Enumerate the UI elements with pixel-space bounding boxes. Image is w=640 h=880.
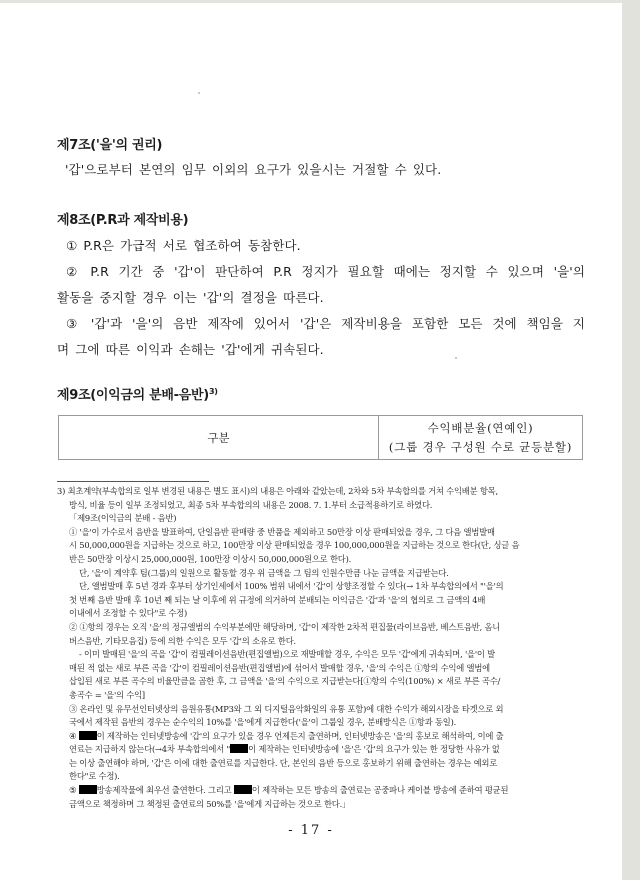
footnote-line: 이내에서 조정할 수 있다"로 수정) — [69, 608, 187, 619]
footnote-line: 한다"로 수정). — [69, 771, 120, 782]
footnote-text: ⑤ — [69, 785, 79, 796]
footnote-line: 국에서 제작된 음반의 경우는 순수익의 10%를 '을'에게 지급한다('을'이 그룹일 경우, 분배방식은 ①항과 동일). — [69, 717, 457, 728]
footnote-line: 매된 적 없는 새로 부른 곡을 '갑'이 컴필레이션음반(편집앨범)에 섞어서 발매할 경우, '을'의 수익은 ①항의 수익에 앨범에 — [69, 662, 490, 673]
page-number: - 17 - — [288, 823, 334, 838]
footnote-line: 단, '을'이 계약후 팀(그룹)의 일원으로 활동할 경우 위 금액을 그 팀의 인원수만큼 나눈 금액을 지급받는다. — [79, 567, 449, 578]
footnote-line — [57, 485, 587, 499]
article-7-line-1: '갑'으로부터 본연의 임무 이외의 요구가 있을시는 거절할 수 있다. — [65, 162, 442, 177]
footnote-text: 연료는 지급하지 않는다(→4차 부속합의에서 " — [69, 744, 231, 755]
footnote-line: 는 이상 출연해야 하며, '갑'은 이에 대한 출연료를 지급한다. 단, 본인의 음반 등으로 홍보하기 위해 출연하는 경우는 예외로 — [69, 757, 498, 768]
footnote-number: 3) — [57, 486, 66, 496]
article-7-heading: 제7조('을'의 권리) — [57, 138, 163, 153]
scan-speck — [198, 92, 200, 94]
table-header-share-rate — [379, 416, 582, 459]
article-9-heading — [57, 384, 218, 403]
article-9-heading-text: 제9조(이익금의 분배-음반) — [57, 388, 209, 403]
footnote-text: 이 제작하는 모든 방송의 출연료는 공중파나 케이블 방송에 준하여 평균된 — [251, 785, 509, 796]
footnote-line — [57, 743, 587, 757]
scan-right-edge — [622, 0, 640, 880]
footnote-text: 이 제작하는 인터넷방송에 '갑'의 요구가 있을 경우 언제든지 출연하며, 인터넷방송은 '을'의 홍보로 해석하여, 이에 출 — [96, 730, 504, 741]
table-header-category: 구분 — [59, 416, 379, 459]
footnote-text: 최초계약(부속합의로 일부 변경된 내용은 별도 표시)의 내용은 아래와 같았는데, 2차와 5차 부속합의를 거쳐 수익배분 항목, — [67, 486, 498, 496]
article-8-clause-3: ③ '갑'과 '을'의 음반 제작에 있어서 '갑'은 제작비용을 포함한 모든 것에 책임을 지 — [66, 316, 585, 331]
article-8-clause-2-cont: 활동을 중지할 경우 이는 '갑'의 결정을 따른다. — [57, 290, 324, 305]
footnote-line: 단, 앨범발매 후 5년 경과 후부터 상기인세에서 100% 범위 내에서 '갑'이 상향조정할 수 있다(→ 1차 부속합의에서 "'을'의 — [79, 581, 504, 592]
redaction-box — [230, 744, 248, 753]
footnote-text: 방송제작물에 최우선 출연한다. 그리고 — [96, 785, 234, 796]
article-8-clause-1: ① P.R은 가급적 서로 협조하여 동참한다. — [66, 238, 301, 253]
redaction-box — [79, 731, 97, 740]
footnote-line: 금액으로 책정하며 그 책정된 출연료의 50%를 '을'에게 지급하는 것으로 한다.」 — [69, 798, 351, 809]
footnote-line: 첫 번째 음반 발매 후 10년 째 되는 날 이후에 위 규정에 의거하여 분배되는 이익금은 '갑'과 '을'의 협의로 그 금액의 4배 — [69, 594, 486, 605]
footnote-line: 총곡수 = '을'의 수익] — [69, 689, 145, 700]
redaction-box — [234, 785, 252, 794]
footnote-line: ① '을'이 가수로서 음반을 발표하여, 단일음반 판매량 중 반품을 제외하고 50만장 이상 판매되었을 경우, 그 다음 앨범발매 — [69, 526, 495, 537]
scan-speck — [455, 357, 457, 359]
footnote-3 — [57, 485, 587, 811]
profit-share-table — [58, 415, 583, 460]
footnote-line: 삽입된 새로 부른 곡수의 비율만큼을 곱한 후, 그 금액을 '을'의 수익으로 지급받는다[①항의 수익(100%) × 새로 부른 곡수/ — [69, 676, 501, 687]
footnote-divider — [57, 481, 209, 482]
article-8-clause-2: ② P.R 기간 중 '갑'이 판단하여 P.R 정지가 필요할 때에는 정지할 수 있으며 '을'의 — [66, 264, 585, 279]
footnote-line: 「제9조(이익금의 분배 - 음반) — [69, 513, 177, 524]
footnote-line: ③ 온라인 및 유무선인터넷상의 음원유통(MP3와 그 외 디지털음악화일의 유통 포함)에 대한 수익가 해외시장을 타겟으로 외 — [69, 703, 504, 714]
footnote-line: ② ①항의 경우는 오직 '을'의 정규앨범의 수익부분에만 해당하며, '갑'이 제작한 2차적 편집물(라이브음반, 베스트음반, 옴니 — [69, 621, 501, 632]
footnote-line: 버스음반, 기타모음집) 등에 의한 수익은 모두 '갑'의 소유로 한다. — [69, 635, 296, 646]
footnote-line — [57, 784, 587, 798]
footnote-line: 방식, 비율 등이 일부 조정되었고, 최종 5차 부속합의의 내용은 2008. 7. 1.부터 소급적용하기로 하였다. — [69, 499, 433, 510]
footnote-text: ④ — [69, 730, 79, 741]
article-8-clause-3-cont: 며 그에 따른 이익과 손해는 '갑'에게 귀속된다. — [57, 342, 324, 357]
table-header-share-rate-line1: 수익배분율(연예인) — [427, 420, 534, 435]
footnote-line — [57, 730, 587, 744]
footnote-line: 시 50,000,000원을 지급하는 것으로 하고, 100만장 이상 판매되었을 경우 100,000,000원을 지급하는 것으로 한다(단, 싱글 음 — [69, 540, 520, 551]
footnote-ref-3[interactable]: 3) — [208, 387, 218, 396]
article-8-heading: 제8조(P.R과 제작비용) — [57, 213, 189, 228]
redaction-box — [79, 785, 97, 794]
footnote-text: 이 제작하는 인터넷방송에 '을'은 '갑'의 요구가 있는 한 정당한 사유가 없 — [248, 744, 500, 755]
footnote-line: 반은 50만장 이상시 25,000,000원, 100만장 이상시 50,000,000원으로 한다). — [69, 553, 352, 564]
table-header-share-rate-line2: (그룹 경우 구성원 수로 균등분할) — [388, 439, 573, 454]
footnote-line: - 이미 발매된 '을'의 곡을 '갑'이 컴필레이션음반(편집앨범)으로 재발매할 경우, 수익은 모두 '갑'에게 귀속되며, '을'이 발 — [79, 649, 495, 660]
